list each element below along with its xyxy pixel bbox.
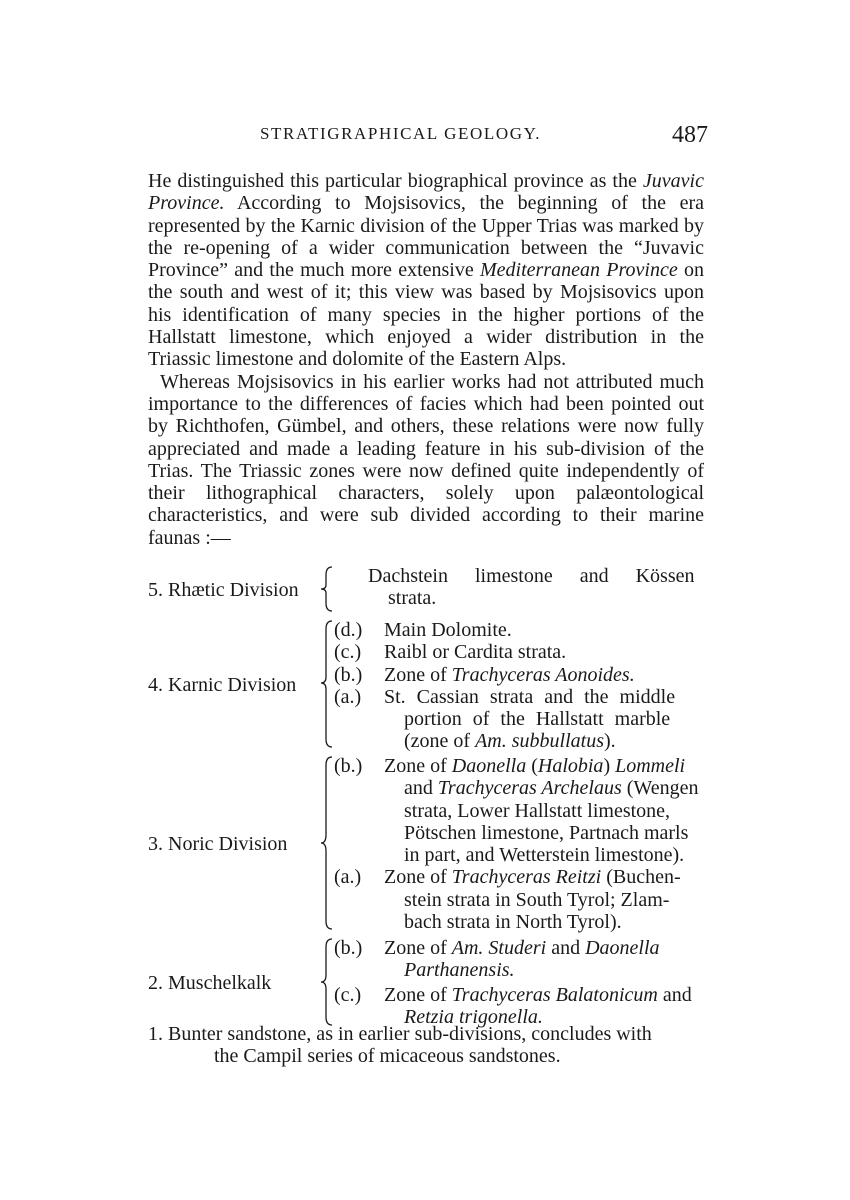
zone-text xyxy=(384,984,708,1029)
division-bunter xyxy=(148,1023,706,1068)
zone-text-line xyxy=(384,777,708,799)
mediterranean-province-term: Mediterranean Province xyxy=(480,259,678,282)
division-noric xyxy=(148,755,708,934)
zone-item-b xyxy=(334,664,708,686)
species-name: Trachyceras Archelaus xyxy=(437,777,622,800)
zone-text-line xyxy=(384,755,708,777)
brace-icon xyxy=(320,755,334,931)
species-name: Daonella xyxy=(585,937,660,959)
zone-text-part: Zone of xyxy=(384,663,452,686)
zone-text-part: Zone of xyxy=(384,937,452,959)
zone-key: (b.) xyxy=(334,937,363,959)
division-label: 5. Rhætic Division xyxy=(148,578,299,601)
paragraph-1 xyxy=(148,170,704,371)
division-items xyxy=(334,937,708,1027)
trias-divisions-list xyxy=(148,565,708,1033)
zone-text xyxy=(384,755,708,866)
zone-item-a xyxy=(334,866,708,933)
paragraph-1-text-a: He distinguished this particular biographical province as the xyxy=(148,170,643,192)
zone-key: (a.) xyxy=(334,685,362,708)
brace-icon xyxy=(320,619,334,749)
zone-text-line: Pötschen limestone, Partnach marls xyxy=(404,821,689,844)
species-name: Lommeli xyxy=(615,755,686,777)
paragraph-1-text-b: According to Mojsisovics, the beginning of the era represented by the Karnic division of the Upper Trias was marked by the re-opening of a wider communication between the “Juvavic Province” and the much more extensive xyxy=(148,192,704,282)
zone-text-part: (Buchen- xyxy=(601,866,681,889)
brace xyxy=(320,937,334,1027)
zone-item-d xyxy=(334,619,708,641)
division-rhaetic xyxy=(148,565,708,613)
species-name: Retzia trigonella. xyxy=(404,1005,543,1028)
bunter-text-line-2: the Campil series of micaceous sandstones. xyxy=(214,1045,561,1068)
zone-text-part: ) xyxy=(603,755,616,777)
zone-text-part: (zone of xyxy=(404,730,476,753)
species-name: Trachyceras Reitzi xyxy=(451,866,602,889)
division-muschelkalk xyxy=(148,937,708,1027)
zone-text-line: stein strata in South Tyrol; Zlam- xyxy=(404,888,670,911)
zone-text-part: Zone of xyxy=(384,983,452,1006)
zone-item-c xyxy=(334,984,708,1029)
bunter-text-line-1: 1. Bunter sandstone, as in earlier sub-divisions, concludes with xyxy=(148,1023,652,1045)
zone-item-c xyxy=(334,641,708,663)
brace xyxy=(320,565,334,613)
zone-text-part: and xyxy=(404,777,438,800)
zone-text-part: Zone of xyxy=(384,866,452,889)
zone-key: (a.) xyxy=(334,866,362,889)
division-items xyxy=(334,619,708,753)
zone-text-part: and xyxy=(657,983,692,1006)
zone-item-a xyxy=(334,686,708,753)
division-karnic xyxy=(148,619,708,753)
zone-text-line xyxy=(384,984,708,1006)
zone-text: Main Dolomite. xyxy=(384,619,512,641)
division-items xyxy=(334,755,708,934)
zone-text xyxy=(384,937,708,982)
brace-icon xyxy=(320,565,334,613)
species-name: Halobia xyxy=(537,755,604,777)
division-label: 2. Muschelkalk xyxy=(148,971,272,994)
zone-text-line: in part, and Wetterstein limestone). xyxy=(404,844,685,867)
page-header xyxy=(148,120,708,156)
running-head: STRATIGRAPHICAL GEOLOGY. xyxy=(260,124,542,143)
zone-key: (b.) xyxy=(334,663,363,686)
brace xyxy=(320,755,334,931)
zone-text-line xyxy=(384,866,708,888)
brace xyxy=(320,619,334,749)
body-text xyxy=(148,170,704,549)
page-number: 487 xyxy=(672,122,708,148)
species-name: Am. Studeri xyxy=(451,937,547,959)
zone-key: (c.) xyxy=(334,641,362,664)
zone-item-b xyxy=(334,937,708,982)
rhaetic-text-line-1: Dachstein limestone and Kössen xyxy=(368,565,695,587)
zone-key: (b.) xyxy=(334,755,363,777)
zone-text xyxy=(384,686,708,753)
species-name: Trachyceras Aonoides. xyxy=(451,663,635,686)
species-name: Parthanensis. xyxy=(404,959,515,982)
zone-text: Raibl or Cardita strata. xyxy=(384,641,567,664)
zone-text-line: St. Cassian strata and the middle xyxy=(384,685,676,708)
zone-text-part: Zone of xyxy=(384,755,452,777)
zone-text-line: strata, Lower Hallstatt limestone, xyxy=(404,799,671,822)
zone-text xyxy=(384,866,708,933)
species-name: Daonella xyxy=(451,755,527,777)
species-name: Trachyceras Balatonicum xyxy=(451,983,658,1006)
division-label: 3. Noric Division xyxy=(148,832,288,855)
juvavic-province-term: Juvavic Province. xyxy=(148,170,704,215)
rhaetic-text-line-2: strata. xyxy=(388,587,437,610)
zone-text-part: and xyxy=(546,937,586,959)
zone-text-line xyxy=(384,937,708,959)
zone-text-line: bach strata in North Tyrol). xyxy=(404,911,622,934)
zone-text xyxy=(384,664,708,686)
zone-text-part: ( xyxy=(526,755,538,777)
zone-text-line xyxy=(384,730,708,752)
paragraph-1-text-c: on the south and west of it; this view was based by Mojsisovics upon his identification of many species in the higher portions of the Hallstatt limestone, which enjoyed a wider distribution in the Triassic limestone and dolomite of the Eastern Alps. xyxy=(148,259,704,371)
zone-item-b xyxy=(334,755,708,866)
paragraph-2: Whereas Mojsisovics in his earlier works had not attributed much importance to the differences of facies which had been pointed out by Richthofen, Gümbel, and others, these relations were now fully appreciated and made a leading feature in his sub-division of the Trias. The Triassic zones were now defined quite independently of their lithographical characters, solely upon palæontological characteristics, and were sub divided according to their marine faunas :— xyxy=(148,370,704,549)
zone-key: (d.) xyxy=(334,619,363,641)
zone-text-part: ). xyxy=(603,730,616,753)
division-items xyxy=(334,565,708,613)
species-name: Am. subbullatus xyxy=(475,730,604,753)
zone-text-line: portion of the Hallstatt marble xyxy=(404,708,671,731)
brace-icon xyxy=(320,937,334,1027)
zone-key: (c.) xyxy=(334,983,362,1006)
zone-text-part: (Wengen xyxy=(621,777,699,800)
division-label: 4. Karnic Division xyxy=(148,673,297,696)
